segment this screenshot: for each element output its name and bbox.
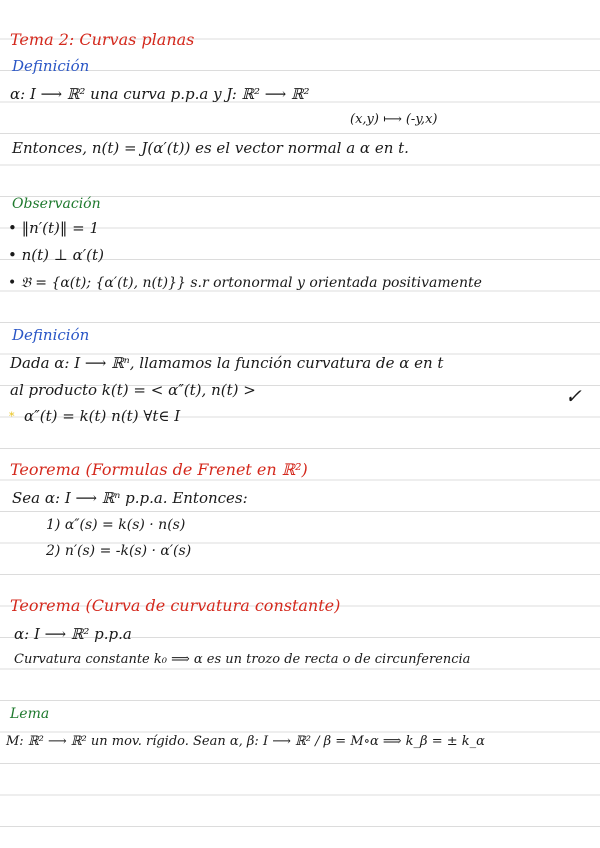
check-mark-icon: ✓ <box>565 384 582 408</box>
definition-line: α″(t) = k(t) n(t) ∀t∈ I <box>24 407 181 425</box>
theorem-heading: Teorema (Formulas de Frenet en ℝ²) <box>10 460 308 479</box>
theorem-item: 1) α″(s) = k(s) · n(s) <box>46 517 186 533</box>
observation-item: • ‖n′(t)‖ = 1 <box>8 219 100 237</box>
topic-title: Tema 2: Curvas planas <box>10 30 195 49</box>
observation-item: • 𝔅 = {α(t); {α′(t), n(t)}} s.r ortonormal y orientada positivamente <box>8 275 482 291</box>
theorem-line: Curvatura constante k₀ ⟹ α es un trozo de recta o de circunferencia <box>14 652 471 667</box>
definition-heading: Definición <box>12 57 90 75</box>
theorem-item: 2) n′(s) = -k(s) · α′(s) <box>46 543 192 559</box>
observation-heading: Observación <box>12 196 101 212</box>
theorem-heading: Teorema (Curva de curvatura constante) <box>10 596 341 615</box>
theorem-line: α: I ⟶ ℝ² p.p.a <box>14 625 132 643</box>
lemma-heading: Lema <box>10 706 50 722</box>
definition-line: Entonces, n(t) = J(α′(t)) es el vector normal a α en t. <box>12 139 409 157</box>
map-rule: (x,y) ⟼ (-y,x) <box>350 112 438 127</box>
definition-heading: Definición <box>12 326 90 344</box>
theorem-line: Sea α: I ⟶ ℝⁿ p.p.a. Entonces: <box>12 489 248 507</box>
definition-line: al producto k(t) = < α″(t), n(t) > <box>10 381 256 399</box>
lemma-line: M: ℝ² ⟶ ℝ² un mov. rígido. Sean α, β: I ⟶ ℝ² / β = M∘α ⟹ k_β = ± k_α <box>6 734 485 749</box>
definition-line: Dada α: I ⟶ ℝⁿ, llamamos la función curvatura de α en t <box>10 354 444 372</box>
definition-line: α: I ⟶ ℝ² una curva p.p.a y J: ℝ² ⟶ ℝ² <box>10 85 310 103</box>
star-icon: * <box>9 410 15 423</box>
observation-item: • n(t) ⊥ α′(t) <box>8 246 104 264</box>
